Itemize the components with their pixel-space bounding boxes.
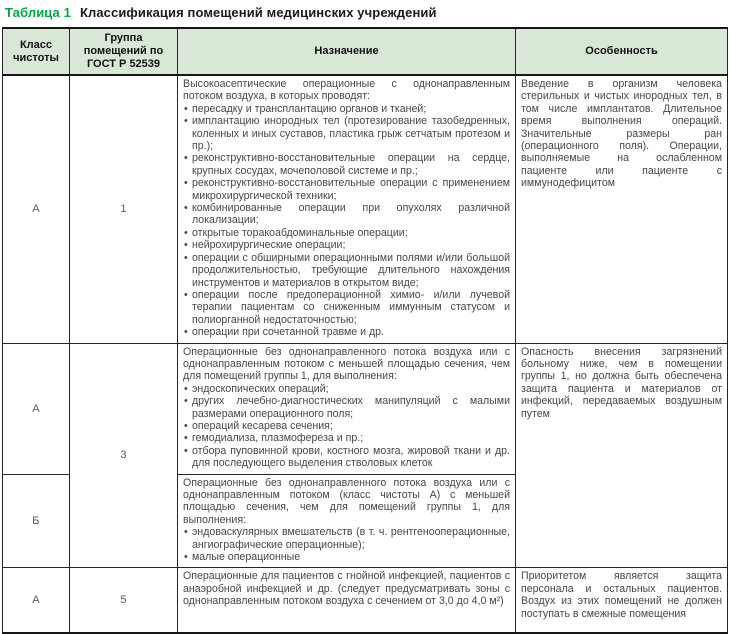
purpose-intro: Операционные для пациентов с гнойной инфекцией, пациентов с анаэробной инфекцией и др. (следует предусматривать зоны с однонаправленным потоком воздуха с сечением от 3,0 до 4,0 м²): [183, 570, 510, 608]
table-row: [3, 343, 728, 474]
feature-cell: Приоритетом является защита персонала и остальных пациентов. Воздух из этих помещений не должен поступать в смежные помещения: [516, 568, 728, 633]
table-number: Таблица 1: [5, 5, 71, 20]
purpose-item: • комбинированные операции при опухолях различной локализации;: [183, 202, 510, 227]
classification-table: [2, 27, 728, 634]
purpose-cell: [178, 568, 516, 633]
group-cell: 3: [70, 343, 178, 568]
class-cell: Б: [3, 474, 70, 568]
purpose-item: • эндоскопических операций;: [183, 383, 510, 395]
feature-cell: Опасность внесения загрязнений больному ниже, чем в помещении группы 1, но должна быть обеспечена защита пациента и материалов от инфекций, передаваемых воздушным путем: [516, 343, 728, 568]
purpose-intro: Высокоасептические операционные с однонаправленным потоком воздуха, в которых проводят:: [183, 78, 510, 103]
header-room-group: Группа помещений по ГОСТ Р 52539: [70, 28, 178, 75]
header-row: [3, 28, 728, 75]
purpose-cell: [178, 343, 516, 474]
class-cell: А: [3, 75, 70, 343]
purpose-cell: [178, 75, 516, 343]
purpose-item: • малые операционные: [183, 551, 510, 563]
purpose-cell: [178, 474, 516, 568]
group-cell: 5: [70, 568, 178, 633]
group-cell: 1: [70, 75, 178, 343]
purpose-item: • других лечебно-диагностических манипуляций с малыми размерами операционного поля;: [183, 395, 510, 420]
table-row: [3, 568, 728, 633]
purpose-item: • эндоваскулярных вмешательств (в т. ч. рентгенооперационные, ангиографические операционные);: [183, 526, 510, 551]
purpose-item: • операции при сочетанной травме и др.: [183, 326, 510, 338]
purpose-item: • открытые торакоабдоминальные операции;: [183, 227, 510, 239]
purpose-item: • нейрохирургические операции;: [183, 239, 510, 251]
table-caption: [5, 5, 437, 21]
purpose-item: • гемодиализа, плазмофереза и пр.;: [183, 432, 510, 444]
class-cell: А: [3, 568, 70, 633]
class-cell: А: [3, 343, 70, 474]
purpose-item: • отбора пуповинной крови, костного мозга, жировой ткани и др. для последующего выделения стволовых клеток: [183, 445, 510, 470]
purpose-intro: Операционные без однонаправленного потока воздуха или с однонаправленным потоком (класс чистоты А) с меньшей площадью сечения, чем для помещений группы 1, для выполнения:: [183, 476, 510, 526]
purpose-item: • операции с обширными операционными полями и/или большой продолжительностью, требующие длительного нахождения инструментов и материалов в открытом виде;: [183, 252, 510, 289]
purpose-item: • имплантацию инородных тел (протезирование тазобедренных, коленных и иных суставов, пластика грыж сетчатым протезом и пр.);: [183, 115, 510, 152]
table-row: [3, 75, 728, 343]
purpose-item: • операции после предоперационной химио- и/или лучевой терапии пациентам со сниженным иммунным статусом и полиорганной недостаточностью;: [183, 289, 510, 326]
table-title: Классификация помещений медицинских учреждений: [79, 5, 437, 20]
purpose-item: • операций кесарева сечения;: [183, 420, 510, 432]
purpose-intro: Операционные без однонаправленного потока воздуха или с однонаправленным потоком с меньшей площадью сечения, чем для помещений группы 1, для выполнения:: [183, 345, 510, 383]
purpose-item: • реконструктивно-восстановительные операции с применением микрохирургической техники;: [183, 177, 510, 202]
purpose-item: • пересадку и трансплантацию органов и тканей;: [183, 103, 510, 115]
header-purpose: Назначение: [178, 28, 516, 75]
header-cleanliness-class: Класс чистоты: [3, 28, 70, 75]
purpose-item: • реконструктивно-восстановительные операции на сердце, крупных сосудах, мочеполовой системе и пр.;: [183, 152, 510, 177]
header-feature: Особенность: [516, 28, 728, 75]
feature-cell: Введение в организм человека стерильных и чистых инородных тел, в том числе имплантатов. Длительное время выполнения операций. Значительные размеры ран (операционного поля). Операции, выполняемые на ослабленном пациенте или пациенте с иммунодефицитом: [516, 75, 728, 343]
